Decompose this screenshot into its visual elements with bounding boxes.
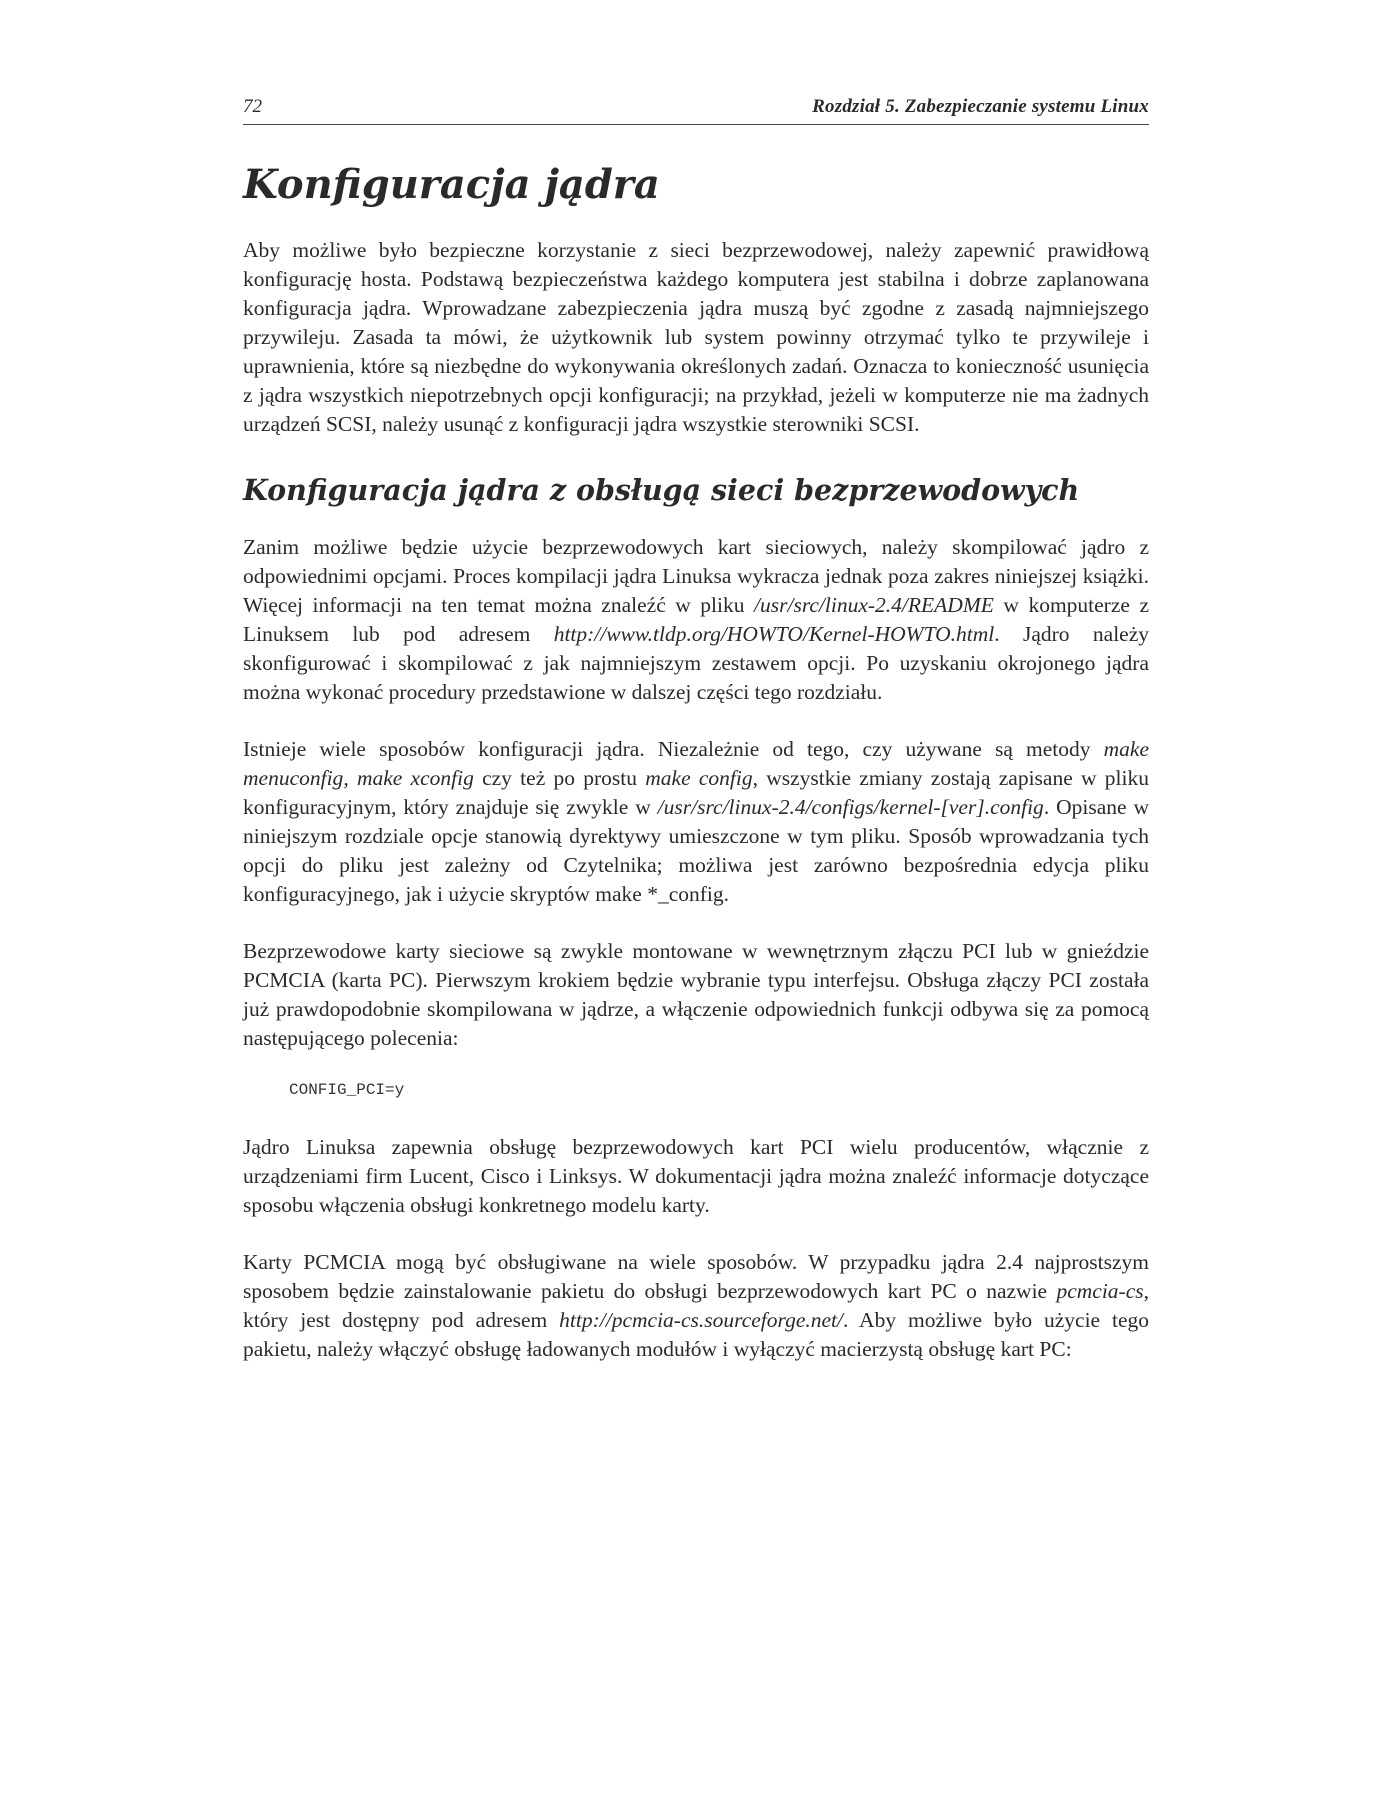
paragraph-intro: Aby możliwe było bezpieczne korzystanie z sieci bezprzewodowej, należy zapewnić prawidłową konfigurację hosta. Podstawą bezpieczeństwa każdego komputera jest stabilna i dobrze zaplanowana konfiguracja jądra. Wprowadzane zabezpieczenia jądra muszą być zgodne z zasadą najmniejszego przywileju. Zasada ta mówi, że użytkownik lub system powinny otrzymać tylko te przywileje i uprawnienia, które są niezbędne do wykonywania określonych zadań. Oznacza to konieczność usunięcia z jądra wszystkich niepotrzebnych opcji konfiguracji; na przykład, jeżeli w komputerze nie ma żadnych urządzeń SCSI, należy usunąć z konfiguracji jądra wszystkie sterowniki SCSI. [243, 238, 1149, 436]
paragraph-text: Istnieje wiele sposobów konfiguracji jądra. Niezależnie od tego, czy używane są metody [243, 737, 1104, 761]
chapter-heading: Konfiguracja jądra [243, 161, 660, 208]
page-number: 72 [243, 96, 262, 117]
paragraph-text: , [343, 766, 357, 790]
url-pcmcia-cs: http://pcmcia-cs.sourceforge.net/ [559, 1308, 843, 1332]
paragraph-text: Karty PCMCIA mogą być obsługiwane na wiele sposobów. W przypadku jądra 2.4 najprostszym sposobem będzie zainstalowanie pakietu do obsługi bezprzewodowych kart PC o nazwie [243, 1250, 1149, 1303]
section-heading: Konfiguracja jądra z obsługą sieci bezprzewodowych [243, 473, 1080, 507]
running-chapter-title: Rozdział 5. Zabezpieczanie systemu Linux [812, 96, 1149, 117]
paragraph-text: , wszystkie zmiany zostają zapisane w pliku konfiguracyjnym, który znajduje się zwykle w [243, 766, 1149, 819]
running-header [243, 96, 1149, 125]
paragraph-text: , który jest dostępny pod adresem [243, 1279, 1149, 1332]
paragraph-config-methods [243, 735, 1149, 909]
document-page [243, 96, 1149, 1392]
paragraph-text: czy też po prostu [473, 766, 646, 790]
paragraph-pci-pcmcia: Bezprzewodowe karty sieciowe są zwykle montowane w wewnętrznym złączu PCI lub w gnieździe PCMCIA (karta PC). Pierwszym krokiem będzie wybranie typu interfejsu. Obsługa złączy PCI została już prawdopodobnie skompilowana w jądrze, a włączenie odpowiednich funkcji odbywa się za pomocą następującego polecenia: [243, 939, 1149, 1050]
package-name: pcmcia-cs [1056, 1279, 1144, 1303]
command-menuconfig: make menuconfig [243, 737, 1149, 790]
command-xconfig: make xconfig [356, 766, 474, 790]
paragraph-kernel-compile [243, 533, 1149, 707]
paragraph-text: . Jądro należy skonfigurować i skompilować z jak najmniejszym zestawem opcji. Po uzyskaniu okrojonego jądra można wykonać procedury przedstawione w dalszej części tego rozdziału. [243, 622, 1149, 704]
code-snippet: CONFIG_PCI=y [289, 1081, 405, 1099]
paragraph-pcmcia-cs [243, 1248, 1149, 1364]
url-kernel-howto: http://www.tldp.org/HOWTO/Kernel-HOWTO.html [553, 622, 995, 646]
paragraph-text: w komputerze z Linuksem lub pod adresem [243, 593, 1149, 646]
paragraph-pci-vendors: Jądro Linuksa zapewnia obsługę bezprzewodowych kart PCI wielu producentów, włącznie z urządzeniami firm Lucent, Cisco i Linksys. W dokumentacji jądra można znaleźć informacje dotyczące sposobu włączenia obsługi konkretnego modelu karty. [243, 1135, 1149, 1217]
paragraph-text: . Aby możliwe było użycie tego pakietu, należy włączyć obsługę ładowanych modułów i wyłączyć macierzystą obsługę kart PC: [243, 1308, 1149, 1361]
paragraph-text: Zanim możliwe będzie użycie bezprzewodowych kart sieciowych, należy skompilować jądro z odpowiednimi opcjami. Proces kompilacji jądra Linuksa wykracza jednak poza zakres niniejszej książki. Więcej informacji na ten temat można znaleźć w pliku [243, 535, 1149, 617]
file-path-config: /usr/src/linux-2.4/configs/kernel-[ver].config [657, 795, 1044, 819]
paragraph-text: . Opisane w niniejszym rozdziale opcje stanowią dyrektywy umieszczone w tym pliku. Sposób wprowadzania tych opcji do pliku jest zależny od Czytelnika; możliwa jest zarówno bezpośrednia edycja pliku konfiguracyjnego, jak i użycie skryptów make *_config. [243, 795, 1150, 906]
command-config: make config [645, 766, 753, 790]
file-path-readme: /usr/src/linux-2.4/README [754, 593, 994, 617]
